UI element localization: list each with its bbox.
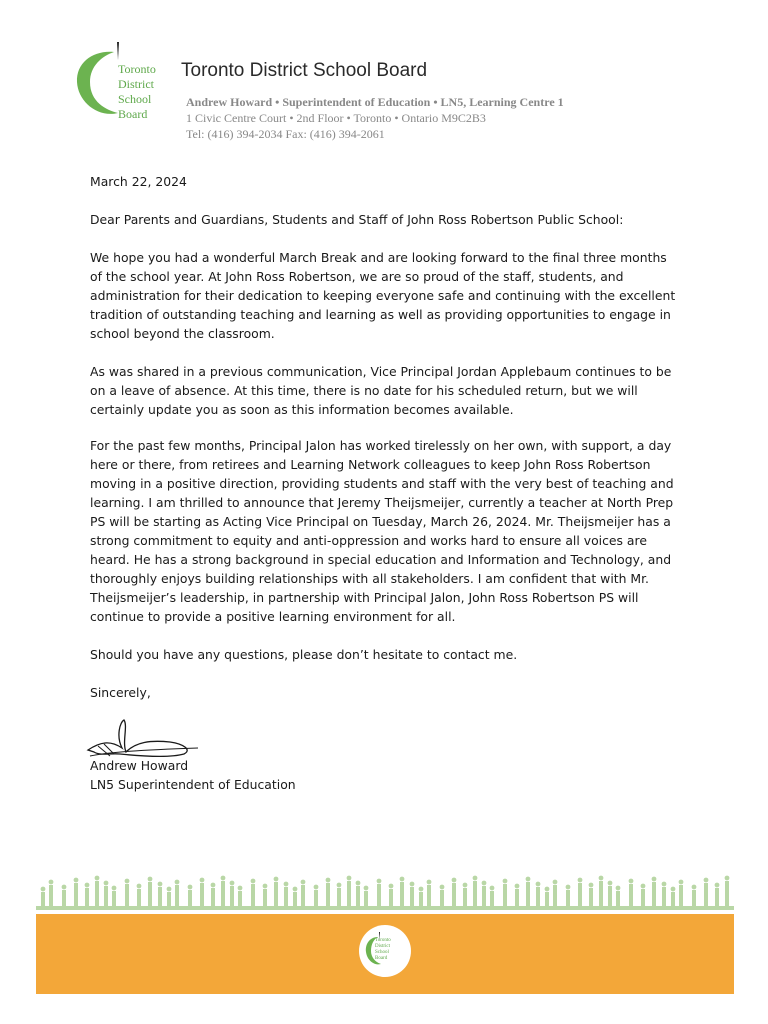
silhouette-body xyxy=(419,892,423,906)
silhouette-body xyxy=(566,890,570,906)
silhouette-head xyxy=(482,881,487,886)
silhouette-body xyxy=(652,882,656,906)
silhouette-body xyxy=(326,883,330,906)
silhouette-body xyxy=(337,888,341,906)
silhouette-head xyxy=(490,886,495,891)
silhouette-body xyxy=(137,889,141,906)
silhouette-head xyxy=(188,885,193,890)
silhouette-head xyxy=(473,876,478,881)
footer-logo xyxy=(359,925,411,977)
silhouette-body xyxy=(608,886,612,906)
silhouette-body xyxy=(188,890,192,906)
letter-paragraph-1: We hope you had a wonderful March Break and are looking forward to the final three months of the school year. At John Ross Robertson, we are so proud of the staff, students, and administration for their dedication to keeping everyone safe and continuing with the excellent tradition of outstanding teaching and learning as well as providing opportunities to engage in school beyond the classroom. xyxy=(90,250,676,341)
silhouette-body xyxy=(74,883,78,906)
silhouette-body xyxy=(671,892,675,906)
silhouette-body xyxy=(211,888,215,906)
silhouette-body xyxy=(301,885,305,906)
silhouette-body xyxy=(200,883,204,906)
silhouette-body xyxy=(704,883,708,906)
silhouette-body xyxy=(616,891,620,906)
silhouette-head xyxy=(251,879,256,884)
tdsb-logo xyxy=(72,40,182,120)
silhouette-body xyxy=(482,886,486,906)
address-line-3: Tel: (416) 394-2034 Fax: (416) 394-2061 xyxy=(186,127,385,141)
silhouette-head xyxy=(629,879,634,884)
signer-name: Andrew Howard xyxy=(90,758,189,773)
silhouette-body xyxy=(293,892,297,906)
silhouette-body xyxy=(167,892,171,906)
silhouette-head xyxy=(599,876,604,881)
silhouette-head xyxy=(608,881,613,886)
footer-logo-wordmark xyxy=(375,938,391,962)
silhouette-body xyxy=(251,884,255,906)
silhouette-head xyxy=(545,887,550,892)
silhouette-head xyxy=(337,883,342,888)
silhouette-head xyxy=(503,879,508,884)
silhouette-head xyxy=(427,880,432,885)
silhouette-head xyxy=(49,880,54,885)
silhouette-head xyxy=(400,877,405,882)
silhouette-body xyxy=(578,883,582,906)
silhouette-body xyxy=(41,892,45,906)
silhouette-body xyxy=(440,890,444,906)
silhouette-body xyxy=(526,882,530,906)
silhouette-body xyxy=(589,888,593,906)
silhouette-head xyxy=(389,884,394,889)
silhouette-body xyxy=(725,881,729,906)
silhouette-head xyxy=(553,880,558,885)
address-line-2: 1 Civic Centre Court • 2nd Floor • Toronto • Ontario M9C2B3 xyxy=(186,111,486,125)
silhouette-head xyxy=(652,877,657,882)
silhouette-head xyxy=(725,876,730,881)
silhouette-body xyxy=(274,882,278,906)
silhouette-body xyxy=(715,888,719,906)
letter-paragraph-3: For the past few months, Principal Jalon has worked tirelessly on her own, with support, a day here or there, from retirees and Learning Network colleagues to keep John Ross Robertson moving in a positive direction, providing students and staff with the very best of teaching and learning. I am thrilled to announce that Jeremy Theijsmeijer, currently a teacher at North Prep PS will be starting as Acting Vice Principal on Tuesday, March 26, 2024. Mr. Theijsmeijer has a strong commitment to equity and anti-oppression and works hard to ensure all voices are heard. He has a strong background in special education and Information and Technology, and thoroughly enjoys building relationships with all stakeholders. I am confident that with Mr. Theijsmeijer’s leadership, in partnership with Principal Jalon, John Ross Robertson PS will continue to provide a positive learning environment for all. xyxy=(90,438,674,624)
logo-line: Toronto xyxy=(118,62,156,76)
silhouette-head xyxy=(125,879,130,884)
silhouette-body xyxy=(553,885,557,906)
silhouette-body xyxy=(125,884,129,906)
silhouette-body xyxy=(692,890,696,906)
logo-line: School xyxy=(118,92,152,106)
silhouette-body xyxy=(49,885,53,906)
silhouette-head xyxy=(410,882,415,887)
footer-logo-line: School xyxy=(375,950,389,955)
silhouette-body xyxy=(679,885,683,906)
letter-closing: Sincerely, xyxy=(90,685,151,700)
silhouette-head xyxy=(616,886,621,891)
silhouette-body xyxy=(599,881,603,906)
silhouette-body xyxy=(62,890,66,906)
silhouette-head xyxy=(301,880,306,885)
silhouette-body xyxy=(410,887,414,906)
silhouette-head xyxy=(641,884,646,889)
silhouette-body xyxy=(641,889,645,906)
silhouette-head xyxy=(662,882,667,887)
silhouette-body xyxy=(662,887,666,906)
silhouette-body xyxy=(503,884,507,906)
silhouette-head xyxy=(704,878,709,883)
silhouette-body xyxy=(347,881,351,906)
silhouette-head xyxy=(463,883,468,888)
silhouette-body xyxy=(221,881,225,906)
silhouette-head xyxy=(589,883,594,888)
letter-date: March 22, 2024 xyxy=(90,174,187,189)
letter-salutation: Dear Parents and Guardians, Students and Staff of John Ross Robertson Public School: xyxy=(90,212,624,227)
silhouette-body xyxy=(490,891,494,906)
silhouette-head xyxy=(41,887,46,892)
silhouette-body xyxy=(463,888,467,906)
logo-wordmark xyxy=(118,62,156,122)
address-line-1: Andrew Howard • Superintendent of Education • LN5, Learning Centre 1 xyxy=(186,95,564,109)
logo-line: District xyxy=(118,77,154,91)
silhouette-body xyxy=(148,882,152,906)
silhouette-head xyxy=(85,883,90,888)
silhouette-body xyxy=(389,889,393,906)
silhouette-head xyxy=(74,878,79,883)
silhouette-body xyxy=(377,884,381,906)
org-name: Toronto District School Board xyxy=(181,60,428,81)
silhouette-head xyxy=(137,884,142,889)
silhouette-head xyxy=(526,877,531,882)
silhouette-head xyxy=(440,885,445,890)
silhouette-body xyxy=(104,886,108,906)
silhouette-body xyxy=(284,887,288,906)
silhouette-head xyxy=(419,887,424,892)
silhouette-head xyxy=(347,876,352,881)
silhouette-body xyxy=(356,886,360,906)
silhouette-body xyxy=(314,890,318,906)
silhouette-head xyxy=(167,887,172,892)
silhouette-body xyxy=(238,891,242,906)
silhouette-head xyxy=(211,883,216,888)
silhouette-head xyxy=(536,882,541,887)
signer-title: LN5 Superintendent of Education xyxy=(90,777,296,792)
letter-paragraph-4: Should you have any questions, please don’t hesitate to contact me. xyxy=(90,647,518,662)
silhouette-head xyxy=(578,878,583,883)
silhouette-body xyxy=(545,892,549,906)
silhouette-head xyxy=(274,877,279,882)
letter-paragraph-2: As was shared in a previous communication, Vice Principal Jordan Applebaum continues to be on a leave of absence. At this time, there is no date for his scheduled return, but we will certainly update you as soon as this information becomes available. xyxy=(90,364,672,417)
silhouette-head xyxy=(452,878,457,883)
footer-people-silhouettes xyxy=(36,872,734,912)
silhouette-body xyxy=(263,889,267,906)
silhouette-body xyxy=(364,891,368,906)
silhouette-body xyxy=(85,888,89,906)
people-silhouettes-icon xyxy=(36,872,734,912)
silhouette-head xyxy=(104,881,109,886)
logo-line: Board xyxy=(118,107,148,121)
silhouette-body xyxy=(400,882,404,906)
silhouette-head xyxy=(284,882,289,887)
silhouette-head xyxy=(95,876,100,881)
silhouette-body xyxy=(629,884,633,906)
silhouette-head xyxy=(238,886,243,891)
silhouette-body xyxy=(158,887,162,906)
silhouette-body xyxy=(427,885,431,906)
silhouette-head xyxy=(230,881,235,886)
silhouette-head xyxy=(671,887,676,892)
silhouette-body xyxy=(473,881,477,906)
silhouette-head xyxy=(715,883,720,888)
footer-logo-line: Toronto xyxy=(375,938,391,943)
silhouette-head xyxy=(364,886,369,891)
silhouette-body xyxy=(536,887,540,906)
silhouette-head xyxy=(356,881,361,886)
silhouette-body xyxy=(515,889,519,906)
silhouette-body xyxy=(95,881,99,906)
silhouette-head xyxy=(326,878,331,883)
silhouette-head xyxy=(221,876,226,881)
silhouette-body xyxy=(230,886,234,906)
silhouette-body xyxy=(175,885,179,906)
silhouette-head xyxy=(263,884,268,889)
silhouette-head xyxy=(314,885,319,890)
silhouette-head xyxy=(112,886,117,891)
footer-logo-line: Board xyxy=(375,956,388,961)
silhouette-head xyxy=(679,880,684,885)
silhouette-head xyxy=(515,884,520,889)
silhouette-body xyxy=(452,883,456,906)
silhouette-head xyxy=(566,885,571,890)
silhouette-body xyxy=(112,891,116,906)
silhouette-head xyxy=(62,885,67,890)
silhouette-head xyxy=(692,885,697,890)
silhouette-head xyxy=(200,878,205,883)
silhouette-head xyxy=(293,887,298,892)
silhouette-head xyxy=(158,882,163,887)
silhouette-head xyxy=(377,879,382,884)
footer-logo-line: District xyxy=(375,944,390,949)
silhouette-head xyxy=(175,880,180,885)
silhouette-head xyxy=(148,877,153,882)
